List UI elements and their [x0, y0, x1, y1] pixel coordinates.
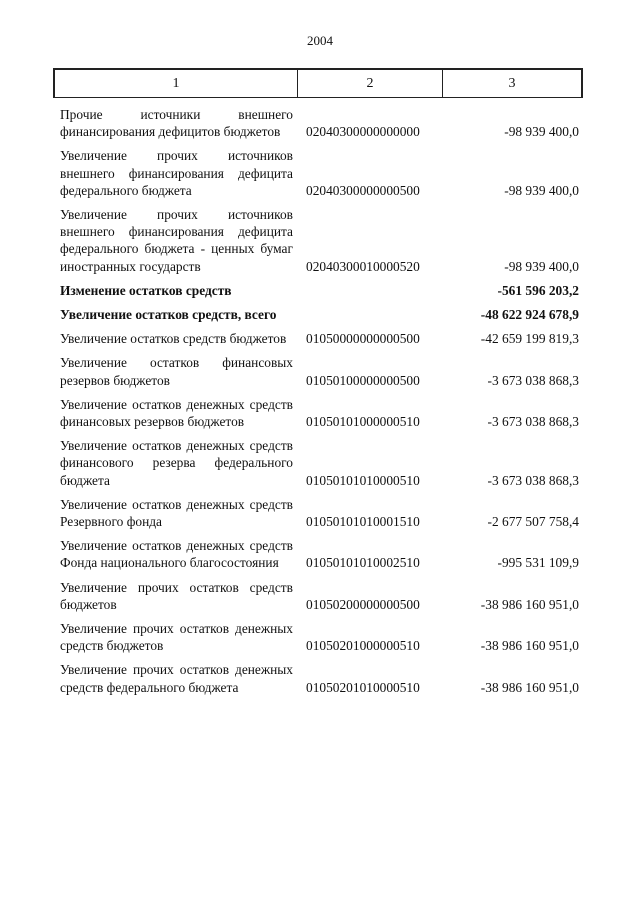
row-name: Увеличение прочих остатков денежных средств бюджетов	[60, 621, 293, 654]
row-code: 02040300000000000	[306, 124, 420, 140]
row-amount: -561 596 203,2	[497, 282, 579, 298]
row-amount: -995 531 109,9	[497, 555, 579, 571]
row-name: Увеличение остатков средств бюджетов	[60, 331, 287, 347]
row-code: 01050100000000500	[306, 372, 420, 388]
table-row	[0, 620, 640, 654]
table-row	[0, 282, 640, 299]
row-name: Увеличение прочих источников внешнего финансирования дефицита федерального бюджета - ценных бумаг иностранных государств	[60, 207, 293, 274]
row-code: 02040300000000500	[306, 182, 420, 198]
row-code: 02040300010000520	[306, 258, 420, 274]
row-code: 01050000000000500	[306, 331, 420, 347]
row-amount: -98 939 400,0	[504, 258, 579, 274]
row-name: Прочие источники внешнего финансирования дефицитов бюджетов	[60, 107, 293, 140]
page-number: 2004	[307, 33, 333, 48]
row-name: Увеличение прочих остатков денежных средств федерального бюджета	[60, 662, 293, 695]
row-amount: -38 986 160 951,0	[480, 679, 579, 695]
row-amount: -98 939 400,0	[504, 124, 579, 140]
table-row	[0, 579, 640, 613]
row-code: 01050201000000510	[306, 638, 420, 654]
table-row	[0, 106, 640, 140]
row-code: 01050200000000500	[306, 596, 420, 612]
row-code: 01050101010000510	[306, 472, 420, 488]
table-row	[0, 147, 640, 199]
table-row	[0, 206, 640, 275]
header-col-3: 3	[508, 75, 516, 91]
row-amount: -3 673 038 868,3	[487, 372, 579, 388]
row-name: Увеличение остатков средств, всего	[60, 307, 277, 323]
table-row	[0, 496, 640, 530]
row-amount: -38 986 160 951,0	[480, 596, 579, 612]
table-row	[0, 330, 640, 347]
table-row	[0, 661, 640, 695]
row-name: Увеличение прочих остатков средств бюджетов	[60, 579, 293, 612]
row-code: 01050101000000510	[306, 414, 420, 430]
table-header	[53, 68, 583, 98]
row-amount: -42 659 199 819,3	[480, 331, 579, 347]
row-name: Увеличение остатков денежных средств финансовых резервов бюджетов	[60, 396, 293, 430]
row-code: 01050101010002510	[306, 555, 420, 571]
table-row	[0, 396, 640, 430]
table-row	[0, 306, 640, 323]
row-name: Изменение остатков средств	[60, 282, 232, 298]
row-name: Увеличение прочих источников внешнего финансирования дефицита федерального бюджета	[60, 148, 293, 198]
row-amount: -48 622 924 678,9	[480, 307, 579, 323]
row-code: 01050101010001510	[306, 514, 420, 530]
row-code: 01050201010000510	[306, 679, 420, 695]
header-col-2: 2	[298, 70, 443, 97]
row-name: Увеличение остатков денежных средств финансового резерва федерального бюджета	[60, 438, 293, 488]
table-body	[0, 106, 640, 703]
row-name: Увеличение остатков денежных средств Фонда национального благосостояния	[60, 538, 293, 571]
header-col-1: 1	[55, 70, 298, 97]
row-name: Увеличение остатков финансовых резервов бюджетов	[60, 355, 293, 388]
table-row	[0, 537, 640, 571]
row-amount: -38 986 160 951,0	[480, 638, 579, 654]
row-amount: -3 673 038 868,3	[487, 472, 579, 488]
row-amount: -98 939 400,0	[504, 182, 579, 198]
table-row	[0, 354, 640, 388]
row-amount: -2 677 507 758,4	[487, 514, 579, 530]
row-amount: -3 673 038 868,3	[487, 414, 579, 430]
row-name: Увеличение остатков денежных средств Резервного фонда	[60, 496, 293, 530]
table-row	[0, 437, 640, 489]
